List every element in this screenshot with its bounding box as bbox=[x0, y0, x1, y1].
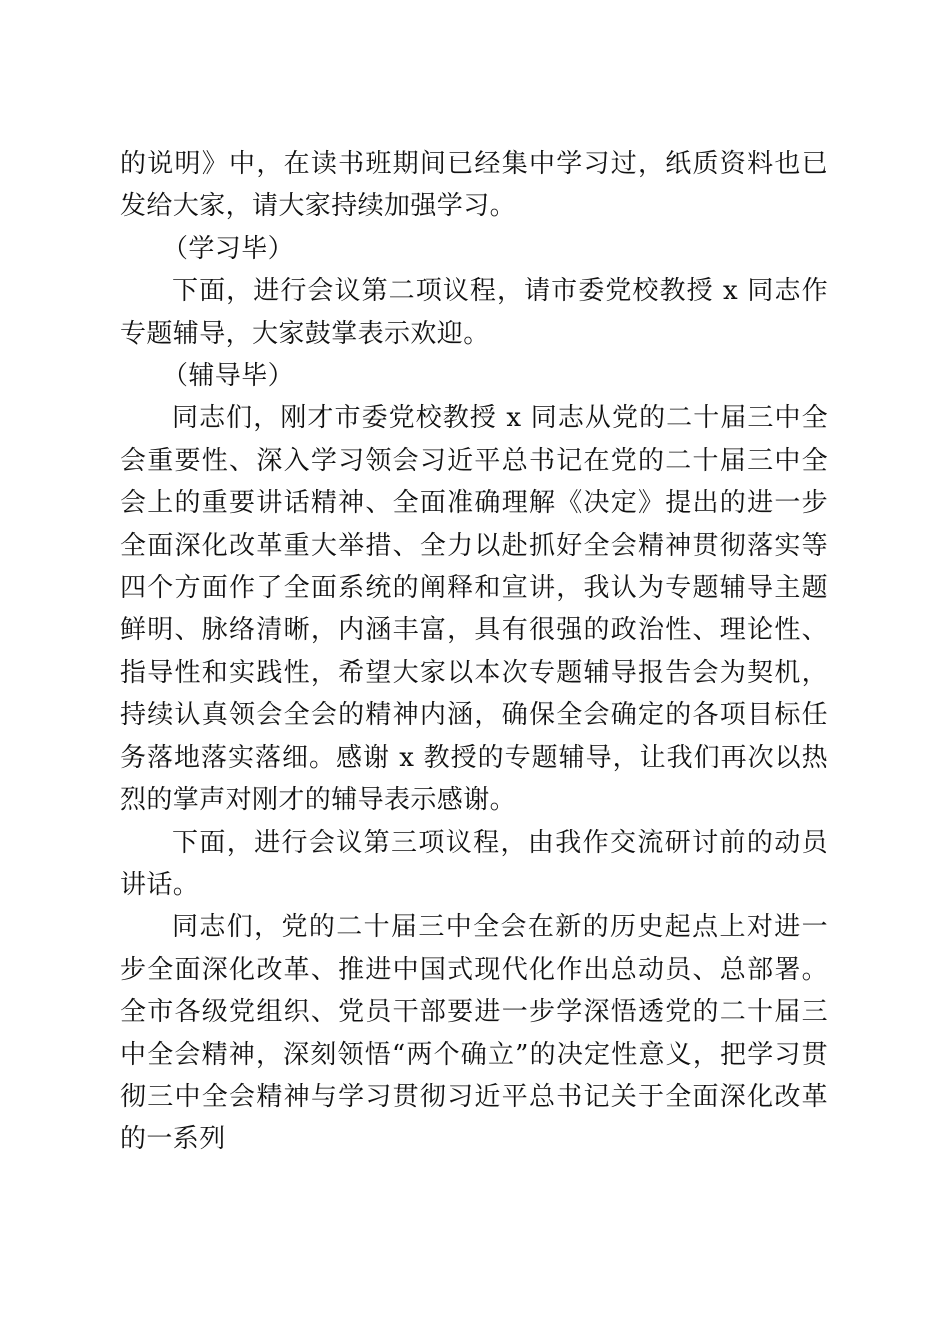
stage-note-study-finished: （学习毕） bbox=[162, 233, 295, 264]
paragraph-agenda-item-2: 下面，进行会议第二项议程，请市委党校教授 x 同志作专题辅导，大家鼓掌表示欢迎。 bbox=[120, 276, 828, 349]
document-body bbox=[120, 143, 828, 1161]
paragraph-mobilization-speech: 同志们，党的二十届三中全会在新的历史起点上对进一步全面深化改革、推进中国式现代化作出总动员、总部署。全市各级党组织、党员干部要进一步学深悟透党的二十届三中全会精神，深刻领悟“两个确立”的决定性意义，把学习贯彻三中全会精神与学习贯彻习近平总书记关于全面深化改革的一系列 bbox=[120, 912, 828, 1155]
paragraph-agenda-item-3: 下面，进行会议第三项议程，由我作交流研讨前的动员讲话。 bbox=[120, 827, 828, 900]
paragraph-continuation: 的说明》中，在读书班期间已经集中学习过，纸质资料也已发给大家，请大家持续加强学习。 bbox=[120, 149, 828, 222]
paragraph-lecture-summary: 同志们，刚才市委党校教授 x 同志从党的二十届三中全会重要性、深入学习领会习近平总书记在党的二十届三中全会上的重要讲话精神、全面准确理解《决定》提出的进一步全面深化改革重大举措、全力以赴抓好全会精神贯彻落实等四个方面作了全面系统的阐释和宣讲，我认为专题辅导主题鲜明、脉络清晰，内涵丰富，具有很强的政治性、理论性、指导性和实践性，希望大家以本次专题辅导报告会为契机，持续认真领会全会的精神内涵，确保全会确定的各项目标任务落地落实落细。感谢 x 教授的专题辅导，让我们再次以热烈的掌声对刚才的辅导表示感谢。 bbox=[120, 403, 828, 816]
stage-note-lecture-finished: （辅导毕） bbox=[162, 361, 295, 392]
